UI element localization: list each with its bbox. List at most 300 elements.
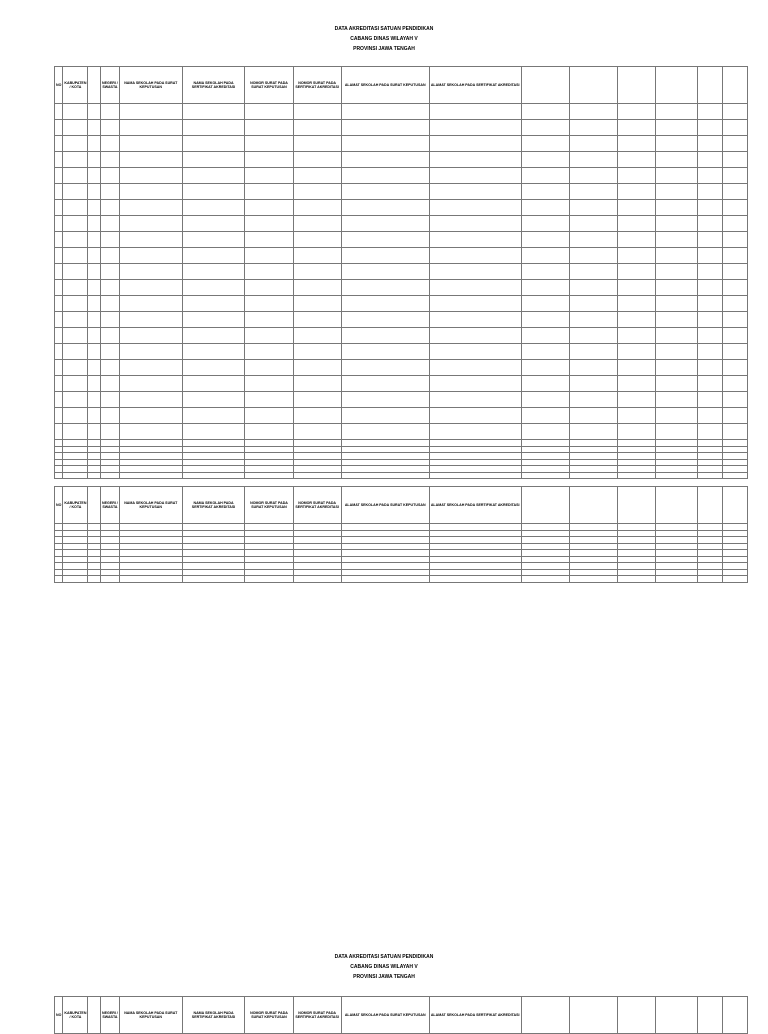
column-header: NAMA SEKOLAH PADA SERTIFIKAT AKREDITASI [182,997,245,1034]
table-cell [88,264,101,280]
table-cell [293,392,341,408]
table-cell [429,360,521,376]
table-cell [655,360,697,376]
empty-cell [88,472,101,479]
table-cell [182,408,245,424]
table-cell [119,392,182,408]
table-row [55,344,748,360]
table-cell [293,184,341,200]
table-cell [521,168,569,184]
column-header: NAMA SEKOLAH PADA SURAT KEPUTUSAN [119,67,182,104]
empty-cell [245,472,293,479]
column-header: NOMOR SURAT PADA SERTIFIKAT AKREDITASI [293,67,341,104]
column-header: NOMOR SURAT PADA SURAT KEPUTUSAN [245,487,293,524]
table-cell [88,344,101,360]
table-cell [521,200,569,216]
table-cell [697,296,722,312]
table-cell [618,424,656,440]
table-cell [521,248,569,264]
header-row [55,67,748,104]
table-cell [119,248,182,264]
column-header: KABUPATEN / KOTA [63,487,88,524]
table-cell [697,328,722,344]
table-cell [697,344,722,360]
table-cell [521,232,569,248]
table-cell [429,248,521,264]
table-cell [429,264,521,280]
table-cell [569,312,617,328]
table-row [55,216,748,232]
table-cell [182,216,245,232]
table-cell [429,408,521,424]
table-cell [618,104,656,120]
table-cell [521,296,569,312]
table-cell [293,264,341,280]
accreditation-table-2 [54,486,748,583]
table-cell [101,360,120,376]
table-cell [88,392,101,408]
table-cell [429,232,521,248]
column-header: NEGERI / SWASTA [101,67,120,104]
table-cell [429,136,521,152]
empty-cell [182,576,245,583]
table-cell [722,376,747,392]
column-header [722,67,747,104]
table-cell [88,168,101,184]
table-cell [182,232,245,248]
table-cell [429,280,521,296]
table-cell [722,216,747,232]
table-cell [119,280,182,296]
table-cell [722,424,747,440]
table-cell [655,408,697,424]
column-header: NOMOR SURAT PADA SURAT KEPUTUSAN [245,67,293,104]
table-cell [521,184,569,200]
empty-cell [55,472,63,479]
table-cell [119,344,182,360]
table-cell [55,360,63,376]
empty-cell [182,472,245,479]
table-cell [182,360,245,376]
table-row [55,136,748,152]
table-cell [88,200,101,216]
table-cell [429,200,521,216]
table-cell [55,392,63,408]
table-cell [101,120,120,136]
column-header [697,997,722,1034]
table-cell [293,216,341,232]
table-cell [655,136,697,152]
table-cell [63,296,88,312]
table-row [55,168,748,184]
table-cell [341,280,429,296]
table-cell [101,296,120,312]
table-cell [697,152,722,168]
column-header [569,67,617,104]
table-cell [521,120,569,136]
column-header [697,67,722,104]
table-cell [618,248,656,264]
table-cell [55,328,63,344]
table-cell [341,216,429,232]
table-cell [722,280,747,296]
empty-cell [88,576,101,583]
table-cell [293,344,341,360]
table-cell [521,312,569,328]
table-cell [569,296,617,312]
table-cell [429,184,521,200]
table-cell [55,152,63,168]
column-header: NEGERI / SWASTA [101,487,120,524]
table-cell [341,296,429,312]
column-header: ALAMAT SEKOLAH PADA SURAT KEPUTUSAN [341,67,429,104]
table-cell [293,312,341,328]
empty-cell [119,472,182,479]
table-cell [101,408,120,424]
empty-cell [697,472,722,479]
table-cell [341,152,429,168]
table-cell [293,360,341,376]
table-cell [55,344,63,360]
table-cell [55,312,63,328]
table-cell [119,408,182,424]
table-row [55,248,748,264]
table-cell [293,200,341,216]
table-cell [697,168,722,184]
table-cell [182,344,245,360]
table-cell [88,152,101,168]
table-cell [569,344,617,360]
table-cell [722,296,747,312]
table-cell [697,312,722,328]
table-cell [119,120,182,136]
table-cell [655,104,697,120]
table-cell [88,328,101,344]
table-row [55,280,748,296]
table-cell [101,136,120,152]
table-cell [655,152,697,168]
table-cell [245,168,293,184]
table-cell [697,264,722,280]
table-cell [245,216,293,232]
table-cell [697,232,722,248]
table-cell [697,216,722,232]
table-row [55,264,748,280]
column-header: ALAMAT SEKOLAH PADA SERTIFIKAT AKREDITASI [429,487,521,524]
table-cell [618,264,656,280]
table-cell [521,216,569,232]
table-cell [655,296,697,312]
table-cell [119,136,182,152]
table-cell [245,248,293,264]
empty-row [55,576,748,583]
table-cell [341,328,429,344]
table-cell [88,232,101,248]
column-header: ALAMAT SEKOLAH PADA SERTIFIKAT AKREDITASI [429,997,521,1034]
table-cell [655,216,697,232]
table-cell [655,312,697,328]
table-row [55,104,748,120]
table-cell [618,376,656,392]
table-cell [655,280,697,296]
table-cell [521,392,569,408]
table-cell [182,296,245,312]
table-cell [722,360,747,376]
table-cell [63,232,88,248]
table-cell [293,232,341,248]
table-cell [429,344,521,360]
table-cell [521,360,569,376]
table-cell [618,136,656,152]
column-header [722,997,747,1034]
column-header: ALAMAT SEKOLAH PADA SURAT KEPUTUSAN [341,997,429,1034]
table-cell [119,312,182,328]
column-header: KABUPATEN / KOTA [63,997,88,1034]
table-cell [618,232,656,248]
table-cell [101,232,120,248]
table-cell [245,328,293,344]
table-cell [521,408,569,424]
accreditation-table-3 [54,996,748,1034]
table-cell [55,376,63,392]
table-cell [722,136,747,152]
column-header: NOMOR SURAT PADA SURAT KEPUTUSAN [245,997,293,1034]
table-cell [569,376,617,392]
table-row [55,392,748,408]
table-cell [569,424,617,440]
empty-cell [293,472,341,479]
empty-cell [655,576,697,583]
column-header: NOMOR SURAT PADA SERTIFIKAT AKREDITASI [293,487,341,524]
table-cell [55,264,63,280]
table-cell [182,136,245,152]
table-cell [293,296,341,312]
table-cell [521,280,569,296]
table-row [55,376,748,392]
table-cell [88,216,101,232]
column-header: NO [55,67,63,104]
table-cell [63,104,88,120]
table-cell [182,200,245,216]
column-header [722,487,747,524]
table-cell [182,264,245,280]
table-cell [245,312,293,328]
table-cell [119,424,182,440]
table-cell [182,392,245,408]
table-cell [618,312,656,328]
table-cell [655,376,697,392]
table-cell [88,408,101,424]
table-cell [101,200,120,216]
table-cell [618,168,656,184]
table-cell [182,104,245,120]
table-cell [521,344,569,360]
table-cell [293,280,341,296]
table-cell [341,120,429,136]
table-cell [182,248,245,264]
table-cell [697,392,722,408]
table-cell [245,136,293,152]
table-cell [182,184,245,200]
table-cell [655,248,697,264]
table-cell [101,424,120,440]
heading-line-1: DATA AKREDITASI SATUAN PENDIDIKAN [334,954,434,960]
table-cell [101,392,120,408]
heading-line-2: CABANG DINAS WILAYAH V [350,964,418,970]
table-cell [521,152,569,168]
column-header [88,997,101,1034]
table-cell [722,328,747,344]
table-cell [569,248,617,264]
table-cell [341,376,429,392]
table-cell [119,296,182,312]
table-cell [722,312,747,328]
table-cell [293,152,341,168]
table-cell [655,328,697,344]
table-cell [697,248,722,264]
empty-cell [569,472,617,479]
table-cell [63,424,88,440]
table-cell [63,280,88,296]
table-cell [722,344,747,360]
table-row [55,296,748,312]
table-cell [618,120,656,136]
table-cell [245,360,293,376]
table-cell [245,184,293,200]
table-cell [429,424,521,440]
column-header [618,997,656,1034]
empty-cell [521,472,569,479]
table-cell [293,376,341,392]
table-cell [569,136,617,152]
table-cell [182,312,245,328]
table-cell [429,152,521,168]
table-cell [101,184,120,200]
table-cell [722,392,747,408]
column-header: NAMA SEKOLAH PADA SERTIFIKAT AKREDITASI [182,487,245,524]
column-header [618,67,656,104]
table-cell [55,296,63,312]
header-row [55,997,748,1034]
column-header: ALAMAT SEKOLAH PADA SERTIFIKAT AKREDITASI [429,67,521,104]
table-cell [55,184,63,200]
empty-cell [521,576,569,583]
table-cell [293,408,341,424]
table-cell [722,200,747,216]
column-header [697,487,722,524]
table-cell [101,344,120,360]
table-cell [618,344,656,360]
table-cell [429,296,521,312]
table-cell [341,248,429,264]
table-cell [63,376,88,392]
table-cell [722,184,747,200]
table-cell [569,120,617,136]
table-cell [63,312,88,328]
empty-cell [697,576,722,583]
table-cell [88,248,101,264]
empty-cell [618,576,656,583]
table-cell [63,152,88,168]
table-cell [569,392,617,408]
table-cell [101,168,120,184]
table-cell [63,408,88,424]
table-cell [55,104,63,120]
table-cell [429,104,521,120]
table-cell [569,264,617,280]
heading-line-3: PROVINSI JAWA TENGAH [353,46,415,52]
table-cell [101,280,120,296]
table-cell [55,280,63,296]
table-cell [429,328,521,344]
empty-cell [245,576,293,583]
table-cell [55,216,63,232]
column-header [521,997,569,1034]
table-cell [341,344,429,360]
table-cell [569,152,617,168]
table-cell [429,312,521,328]
table-cell [182,328,245,344]
table-cell [119,200,182,216]
table-cell [697,136,722,152]
table-cell [429,168,521,184]
table-cell [88,424,101,440]
table-cell [569,104,617,120]
table-cell [722,264,747,280]
empty-cell [63,576,88,583]
table-cell [119,168,182,184]
table-cell [521,376,569,392]
table-row [55,200,748,216]
column-header [655,487,697,524]
column-header: NEGERI / SWASTA [101,997,120,1034]
table-cell [101,376,120,392]
table-cell [101,216,120,232]
table-cell [697,120,722,136]
table-cell [119,232,182,248]
empty-cell [63,472,88,479]
table-cell [101,104,120,120]
empty-cell [55,576,63,583]
table-cell [618,408,656,424]
table-cell [182,152,245,168]
column-header: NAMA SEKOLAH PADA SERTIFIKAT AKREDITASI [182,67,245,104]
table-cell [697,104,722,120]
table-cell [55,168,63,184]
table-cell [55,136,63,152]
table-cell [569,232,617,248]
table-cell [245,392,293,408]
table-cell [655,200,697,216]
table-cell [63,200,88,216]
column-header [655,67,697,104]
table-cell [569,200,617,216]
table-cell [341,184,429,200]
table-cell [245,344,293,360]
table-cell [119,264,182,280]
empty-cell [429,472,521,479]
table-cell [569,280,617,296]
table-cell [101,248,120,264]
accreditation-table-1 [54,66,748,479]
column-header: NAMA SEKOLAH PADA SURAT KEPUTUSAN [119,487,182,524]
table-cell [55,408,63,424]
table-cell [245,200,293,216]
table-cell [63,136,88,152]
table-row [55,184,748,200]
table-cell [722,408,747,424]
column-header [655,997,697,1034]
